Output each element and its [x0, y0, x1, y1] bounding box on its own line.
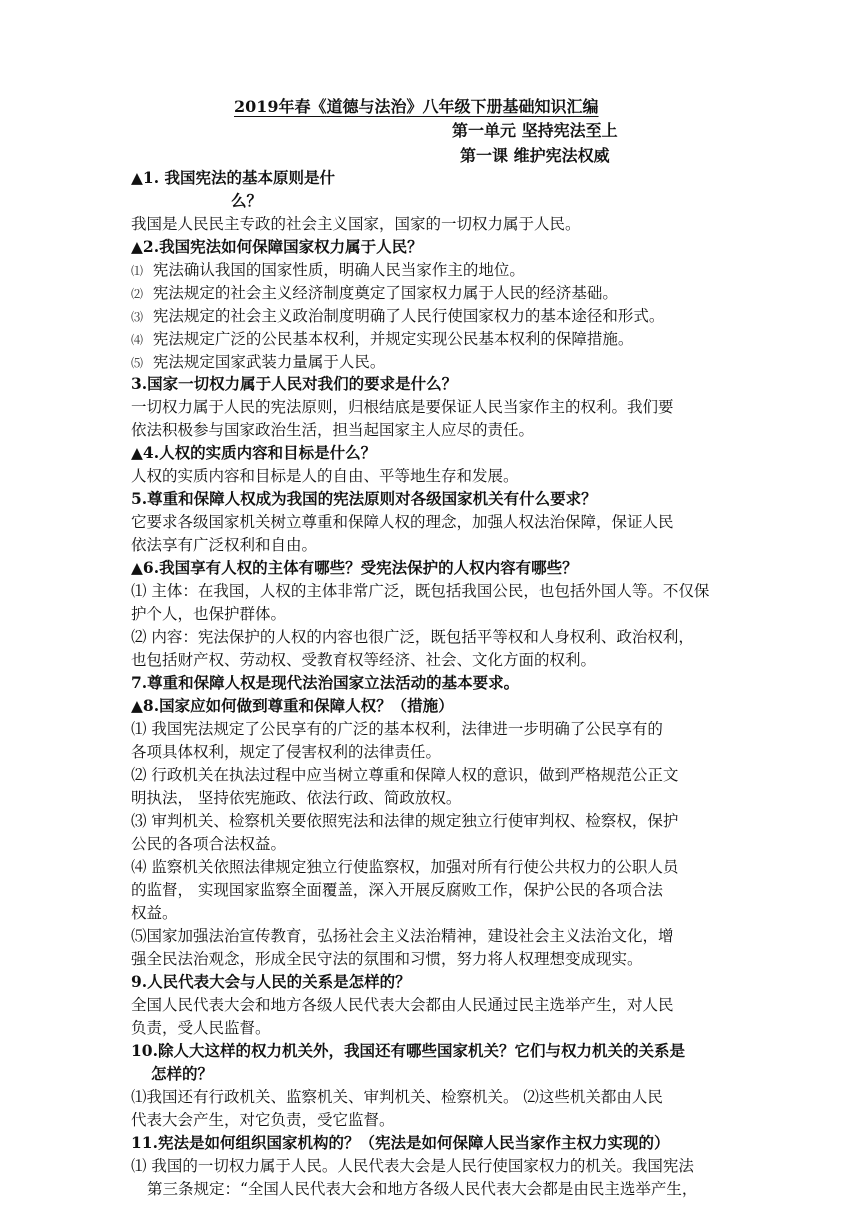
answer-1: 我国是人民民主专政的社会主义国家，国家的一切权力属于人民。 — [131, 215, 581, 233]
answer-6-item-2-line-1: ⑵ 内容：宪法保护的人权的内容也很广泛，既包括平等权和人身权利、政治权利， — [131, 628, 694, 646]
question-4: ▲4.人权的实质内容和目标是什么？ — [131, 443, 377, 462]
answer-6-item-1-line-2: 护个人，也保护群体。 — [131, 605, 287, 623]
question-1-line-1: ▲1. 我国宪法的基本原则是什 — [131, 168, 335, 187]
question-6: ▲6.我国享有人权的主体有哪些？受宪法保护的人权内容有哪些？ — [131, 558, 578, 577]
answer-6-item-1-line-1: ⑴ 主体：在我国，人权的主体非常广泛，既包括我国公民，也包括外国人等。不仅保 — [131, 582, 710, 600]
answer-8-item-1-line-1: ⑴ 我国宪法规定了公民享有的广泛的基本权利，法律进一步明确了公民享有的 — [131, 720, 663, 738]
answer-8-item-4-line-3: 权益。 — [131, 904, 178, 922]
question-5: 5.尊重和保障人权成为我国的宪法原则对各级国家机关有什么要求？ — [131, 489, 597, 508]
list-item: ⑶ 宪法规定的社会主义政治制度明确了人民行使国家权力的基本途径和形式。 — [131, 307, 665, 325]
answer-8-item-1-line-2: 各项具体权利，规定了侵害权利的法律责任。 — [131, 743, 442, 761]
question-1-line-2: 么？ — [231, 191, 263, 210]
answer-3-line-2: 依法积极参与国家政治生活，担当起国家主人应尽的责任。 — [131, 421, 535, 439]
answer-10-line-1: ⑴我国还有行政机关、监察机关、审判机关、检察机关。 ⑵这些机关都由人民 — [131, 1088, 663, 1106]
answer-6-item-2-line-2: 也包括财产权、劳动权、受教育权等经济、社会、文化方面的权利。 — [131, 651, 597, 669]
answer-5-line-2: 依法享有广泛权利和自由。 — [131, 536, 318, 554]
answer-8-item-5-line-2: 强全民法治观念，形成全民守法的氛围和习惯，努力将人权理想变成现实。 — [131, 950, 643, 968]
question-10-line-1: 10.除人大这样的权力机关外，我国还有哪些国家机关？它们与权力机关的关系是 — [131, 1041, 685, 1060]
answer-8-item-2-line-2: 明执法， 坚持依宪施政、依法行政、简政放权。 — [131, 789, 462, 807]
answer-5-line-1: 它要求各级国家机关树立尊重和保障人权的理念，加强人权法治保障，保证人民 — [131, 513, 674, 531]
answer-9-line-2: 负责，受人民监督。 — [131, 1019, 271, 1037]
list-item: ⑴ 宪法确认我国的国家性质，明确人民当家作主的地位。 — [131, 261, 525, 279]
answer-11-line-2: 第三条规定：“全国人民代表大会和地方各级人民代表大会都是由民主选举产生， — [147, 1180, 698, 1198]
question-2: ▲2.我国宪法如何保障国家权力属于人民？ — [131, 237, 423, 256]
answer-11-line-1: ⑴ 我国的一切权力属于人民。人民代表大会是人民行使国家权力的机关。我国宪法 — [131, 1157, 694, 1175]
answer-8-item-2-line-1: ⑵ 行政机关在执法过程中应当树立尊重和保障人权的意识，做到严格规范公正文 — [131, 766, 679, 784]
answer-8-item-4-line-2: 的监督， 实现国家监察全面覆盖，深入开展反腐败工作，保护公民的各项合法 — [131, 881, 663, 899]
statement-7: 7.尊重和保障人权是现代法治国家立法活动的基本要求。 — [131, 673, 520, 692]
question-3: 3.国家一切权力属于人民对我们的要求是什么？ — [131, 374, 458, 393]
question-9: 9.人民代表大会与人民的关系是怎样的？ — [131, 972, 411, 991]
list-item: ⑷ 宪法规定广泛的公民基本权利，并规定实现公民基本权利的保障措施。 — [131, 330, 634, 348]
answer-3-line-1: 一切权力属于人民的宪法原则，归根结底是要保证人民当家作主的权利。我们要 — [131, 398, 674, 416]
answer-10-line-2: 代表大会产生，对它负责，受它监督。 — [131, 1111, 395, 1129]
question-11: 11.宪法是如何组织国家机构的？（宪法是如何保障人民当家作主权力实现的） — [131, 1133, 670, 1152]
lesson-heading: 第一课 维护宪法权威 — [460, 146, 610, 165]
list-item: ⑸ 宪法规定国家武装力量属于人民。 — [131, 353, 386, 371]
answer-4: 人权的实质内容和目标是人的自由、平等地生存和发展。 — [131, 467, 519, 485]
answer-8-item-3-line-1: ⑶ 审判机关、检察机关要依照宪法和法律的规定独立行使审判权、检察权，保护 — [131, 812, 679, 830]
question-8: ▲8.国家应如何做到尊重和保障人权？（措施） — [131, 696, 454, 715]
answer-8-item-3-line-2: 公民的各项合法权益。 — [131, 835, 287, 853]
list-item: ⑵ 宪法规定的社会主义经济制度奠定了国家权力属于人民的经济基础。 — [131, 284, 618, 302]
answer-8-item-5-line-1: ⑸国家加强法治宣传教育，弘扬社会主义法治精神，建设社会主义法治文化，增 — [131, 927, 674, 945]
document-title: 2019年春《道德与法治》八年级下册基础知识汇编 — [234, 97, 599, 116]
answer-9-line-1: 全国人民代表大会和地方各级人民代表大会都由人民通过民主选举产生，对人民 — [131, 996, 674, 1014]
question-10-line-2: 怎样的？ — [151, 1064, 214, 1083]
unit-heading: 第一单元 坚持宪法至上 — [452, 121, 618, 140]
answer-8-item-4-line-1: ⑷ 监察机关依照法律规定独立行使监察权，加强对所有行使公共权力的公职人员 — [131, 858, 679, 876]
